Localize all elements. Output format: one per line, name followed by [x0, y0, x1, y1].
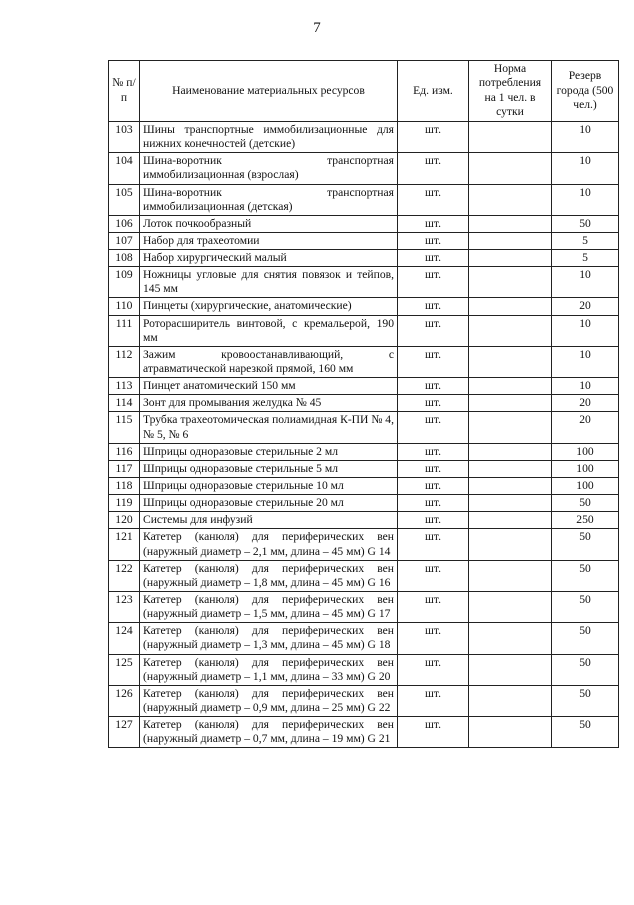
row-reserve: 10	[552, 121, 619, 152]
row-unit: шт.	[398, 250, 469, 267]
row-name: Набор хирургический малый	[140, 250, 398, 267]
row-unit: шт.	[398, 215, 469, 232]
row-number: 127	[109, 717, 140, 748]
row-unit: шт.	[398, 378, 469, 395]
table-row	[109, 512, 619, 529]
table-row	[109, 478, 619, 495]
row-number: 112	[109, 346, 140, 377]
row-number: 123	[109, 592, 140, 623]
row-reserve: 20	[552, 412, 619, 443]
row-unit: шт.	[398, 346, 469, 377]
row-norm	[469, 443, 552, 460]
table-row	[109, 412, 619, 443]
row-number: 124	[109, 623, 140, 654]
header-name: Наименование материальных ресурсов	[140, 61, 398, 122]
row-unit: шт.	[398, 512, 469, 529]
row-number: 122	[109, 560, 140, 591]
row-name: Катетер (канюля) для периферических вен (наружный диаметр – 0,9 мм, длина – 25 мм) G 22	[140, 685, 398, 716]
row-unit: шт.	[398, 592, 469, 623]
table-row	[109, 560, 619, 591]
row-norm	[469, 412, 552, 443]
table-row	[109, 460, 619, 477]
row-norm	[469, 560, 552, 591]
header-norm: Норма потребления на 1 чел. в сутки	[469, 61, 552, 122]
row-norm	[469, 298, 552, 315]
row-norm	[469, 215, 552, 232]
row-name: Шприцы одноразовые стерильные 10 мл	[140, 478, 398, 495]
row-reserve: 20	[552, 298, 619, 315]
header-reserve: Резерв города (500 чел.)	[552, 61, 619, 122]
row-norm	[469, 529, 552, 560]
table-body	[109, 121, 619, 747]
row-reserve: 20	[552, 395, 619, 412]
row-number: 117	[109, 460, 140, 477]
row-name: Катетер (канюля) для периферических вен (наружный диаметр – 1,8 мм, длина – 45 мм) G 16	[140, 560, 398, 591]
header-no: № п/п	[109, 61, 140, 122]
row-number: 109	[109, 267, 140, 298]
row-unit: шт.	[398, 412, 469, 443]
row-reserve: 100	[552, 478, 619, 495]
row-norm	[469, 495, 552, 512]
row-name: Шприцы одноразовые стерильные 5 мл	[140, 460, 398, 477]
row-reserve: 50	[552, 560, 619, 591]
table-row	[109, 685, 619, 716]
row-reserve: 10	[552, 184, 619, 215]
row-number: 106	[109, 215, 140, 232]
row-name: Шина-воротник транспортная иммобилизационная (детская)	[140, 184, 398, 215]
row-name: Трубка трахеотомическая полиамидная К-ПИ № 4, № 5, № 6	[140, 412, 398, 443]
table-row	[109, 717, 619, 748]
table-row	[109, 215, 619, 232]
row-unit: шт.	[398, 153, 469, 184]
table-row	[109, 495, 619, 512]
row-name: Пинцет анатомический 150 мм	[140, 378, 398, 395]
row-reserve: 50	[552, 623, 619, 654]
table-row	[109, 298, 619, 315]
row-norm	[469, 250, 552, 267]
row-reserve: 10	[552, 267, 619, 298]
row-unit: шт.	[398, 529, 469, 560]
table-row	[109, 184, 619, 215]
row-number: 104	[109, 153, 140, 184]
row-unit: шт.	[398, 184, 469, 215]
table-row	[109, 592, 619, 623]
row-reserve: 50	[552, 592, 619, 623]
row-number: 126	[109, 685, 140, 716]
row-unit: шт.	[398, 443, 469, 460]
table-row	[109, 654, 619, 685]
row-norm	[469, 717, 552, 748]
row-reserve: 10	[552, 378, 619, 395]
row-reserve: 50	[552, 495, 619, 512]
row-unit: шт.	[398, 717, 469, 748]
table-row	[109, 395, 619, 412]
row-norm	[469, 378, 552, 395]
row-unit: шт.	[398, 478, 469, 495]
row-reserve: 100	[552, 443, 619, 460]
row-name: Шина-воротник транспортная иммобилизационная (взрослая)	[140, 153, 398, 184]
row-name: Зажим кровоостанавливающий, с атравматической нарезкой прямой, 160 мм	[140, 346, 398, 377]
row-number: 103	[109, 121, 140, 152]
row-number: 110	[109, 298, 140, 315]
row-reserve: 50	[552, 654, 619, 685]
table-row	[109, 315, 619, 346]
row-unit: шт.	[398, 623, 469, 654]
table-row	[109, 121, 619, 152]
row-unit: шт.	[398, 298, 469, 315]
header-unit: Ед. изм.	[398, 61, 469, 122]
row-reserve: 50	[552, 685, 619, 716]
row-norm	[469, 153, 552, 184]
table-header-row	[109, 61, 619, 122]
row-name: Шприцы одноразовые стерильные 2 мл	[140, 443, 398, 460]
row-number: 107	[109, 232, 140, 249]
row-unit: шт.	[398, 267, 469, 298]
row-unit: шт.	[398, 121, 469, 152]
row-reserve: 5	[552, 250, 619, 267]
table-row	[109, 267, 619, 298]
table-row	[109, 232, 619, 249]
row-name: Катетер (канюля) для периферических вен (наружный диаметр – 1,3 мм, длина – 45 мм) G 18	[140, 623, 398, 654]
row-unit: шт.	[398, 560, 469, 591]
row-norm	[469, 623, 552, 654]
row-number: 111	[109, 315, 140, 346]
row-name: Катетер (канюля) для периферических вен (наружный диаметр – 1,1 мм, длина – 33 мм) G 20	[140, 654, 398, 685]
row-name: Катетер (канюля) для периферических вен (наружный диаметр – 2,1 мм, длина – 45 мм) G 14	[140, 529, 398, 560]
row-norm	[469, 478, 552, 495]
row-norm	[469, 512, 552, 529]
row-unit: шт.	[398, 654, 469, 685]
row-unit: шт.	[398, 685, 469, 716]
row-norm	[469, 395, 552, 412]
table-row	[109, 623, 619, 654]
row-name: Набор для трахеотомии	[140, 232, 398, 249]
table-header	[109, 61, 619, 122]
row-name: Шины транспортные иммобилизационные для нижних конечностей (детские)	[140, 121, 398, 152]
row-norm	[469, 346, 552, 377]
row-number: 121	[109, 529, 140, 560]
row-number: 105	[109, 184, 140, 215]
row-norm	[469, 592, 552, 623]
row-number: 116	[109, 443, 140, 460]
row-reserve: 50	[552, 529, 619, 560]
row-reserve: 10	[552, 346, 619, 377]
row-unit: шт.	[398, 460, 469, 477]
row-norm	[469, 315, 552, 346]
row-norm	[469, 685, 552, 716]
row-number: 113	[109, 378, 140, 395]
table-row	[109, 378, 619, 395]
row-number: 120	[109, 512, 140, 529]
row-number: 108	[109, 250, 140, 267]
table-row	[109, 346, 619, 377]
row-name: Системы для инфузий	[140, 512, 398, 529]
table-row	[109, 529, 619, 560]
table-row	[109, 250, 619, 267]
table-row	[109, 153, 619, 184]
row-name: Лоток почкообразный	[140, 215, 398, 232]
row-unit: шт.	[398, 495, 469, 512]
row-norm	[469, 460, 552, 477]
row-name: Пинцеты (хирургические, анатомические)	[140, 298, 398, 315]
table-row	[109, 443, 619, 460]
row-unit: шт.	[398, 315, 469, 346]
row-reserve: 10	[552, 315, 619, 346]
row-name: Катетер (канюля) для периферических вен (наружный диаметр – 1,5 мм, длина – 45 мм) G 17	[140, 592, 398, 623]
row-unit: шт.	[398, 232, 469, 249]
row-number: 114	[109, 395, 140, 412]
row-reserve: 5	[552, 232, 619, 249]
row-norm	[469, 121, 552, 152]
row-norm	[469, 654, 552, 685]
row-number: 118	[109, 478, 140, 495]
row-name: Роторасширитель винтовой, с кремальерой, 190 мм	[140, 315, 398, 346]
row-reserve: 10	[552, 153, 619, 184]
page-number: 7	[313, 20, 321, 36]
row-unit: шт.	[398, 395, 469, 412]
row-norm	[469, 267, 552, 298]
row-reserve: 250	[552, 512, 619, 529]
resources-table	[108, 60, 619, 748]
row-name: Шприцы одноразовые стерильные 20 мл	[140, 495, 398, 512]
row-reserve: 50	[552, 717, 619, 748]
row-name: Катетер (канюля) для периферических вен (наружный диаметр – 0,7 мм, длина – 19 мм) G 21	[140, 717, 398, 748]
row-name: Ножницы угловые для снятия повязок и тейпов, 145 мм	[140, 267, 398, 298]
row-number: 119	[109, 495, 140, 512]
row-name: Зонт для промывания желудка № 45	[140, 395, 398, 412]
row-reserve: 100	[552, 460, 619, 477]
row-reserve: 50	[552, 215, 619, 232]
row-number: 115	[109, 412, 140, 443]
row-norm	[469, 184, 552, 215]
row-norm	[469, 232, 552, 249]
row-number: 125	[109, 654, 140, 685]
